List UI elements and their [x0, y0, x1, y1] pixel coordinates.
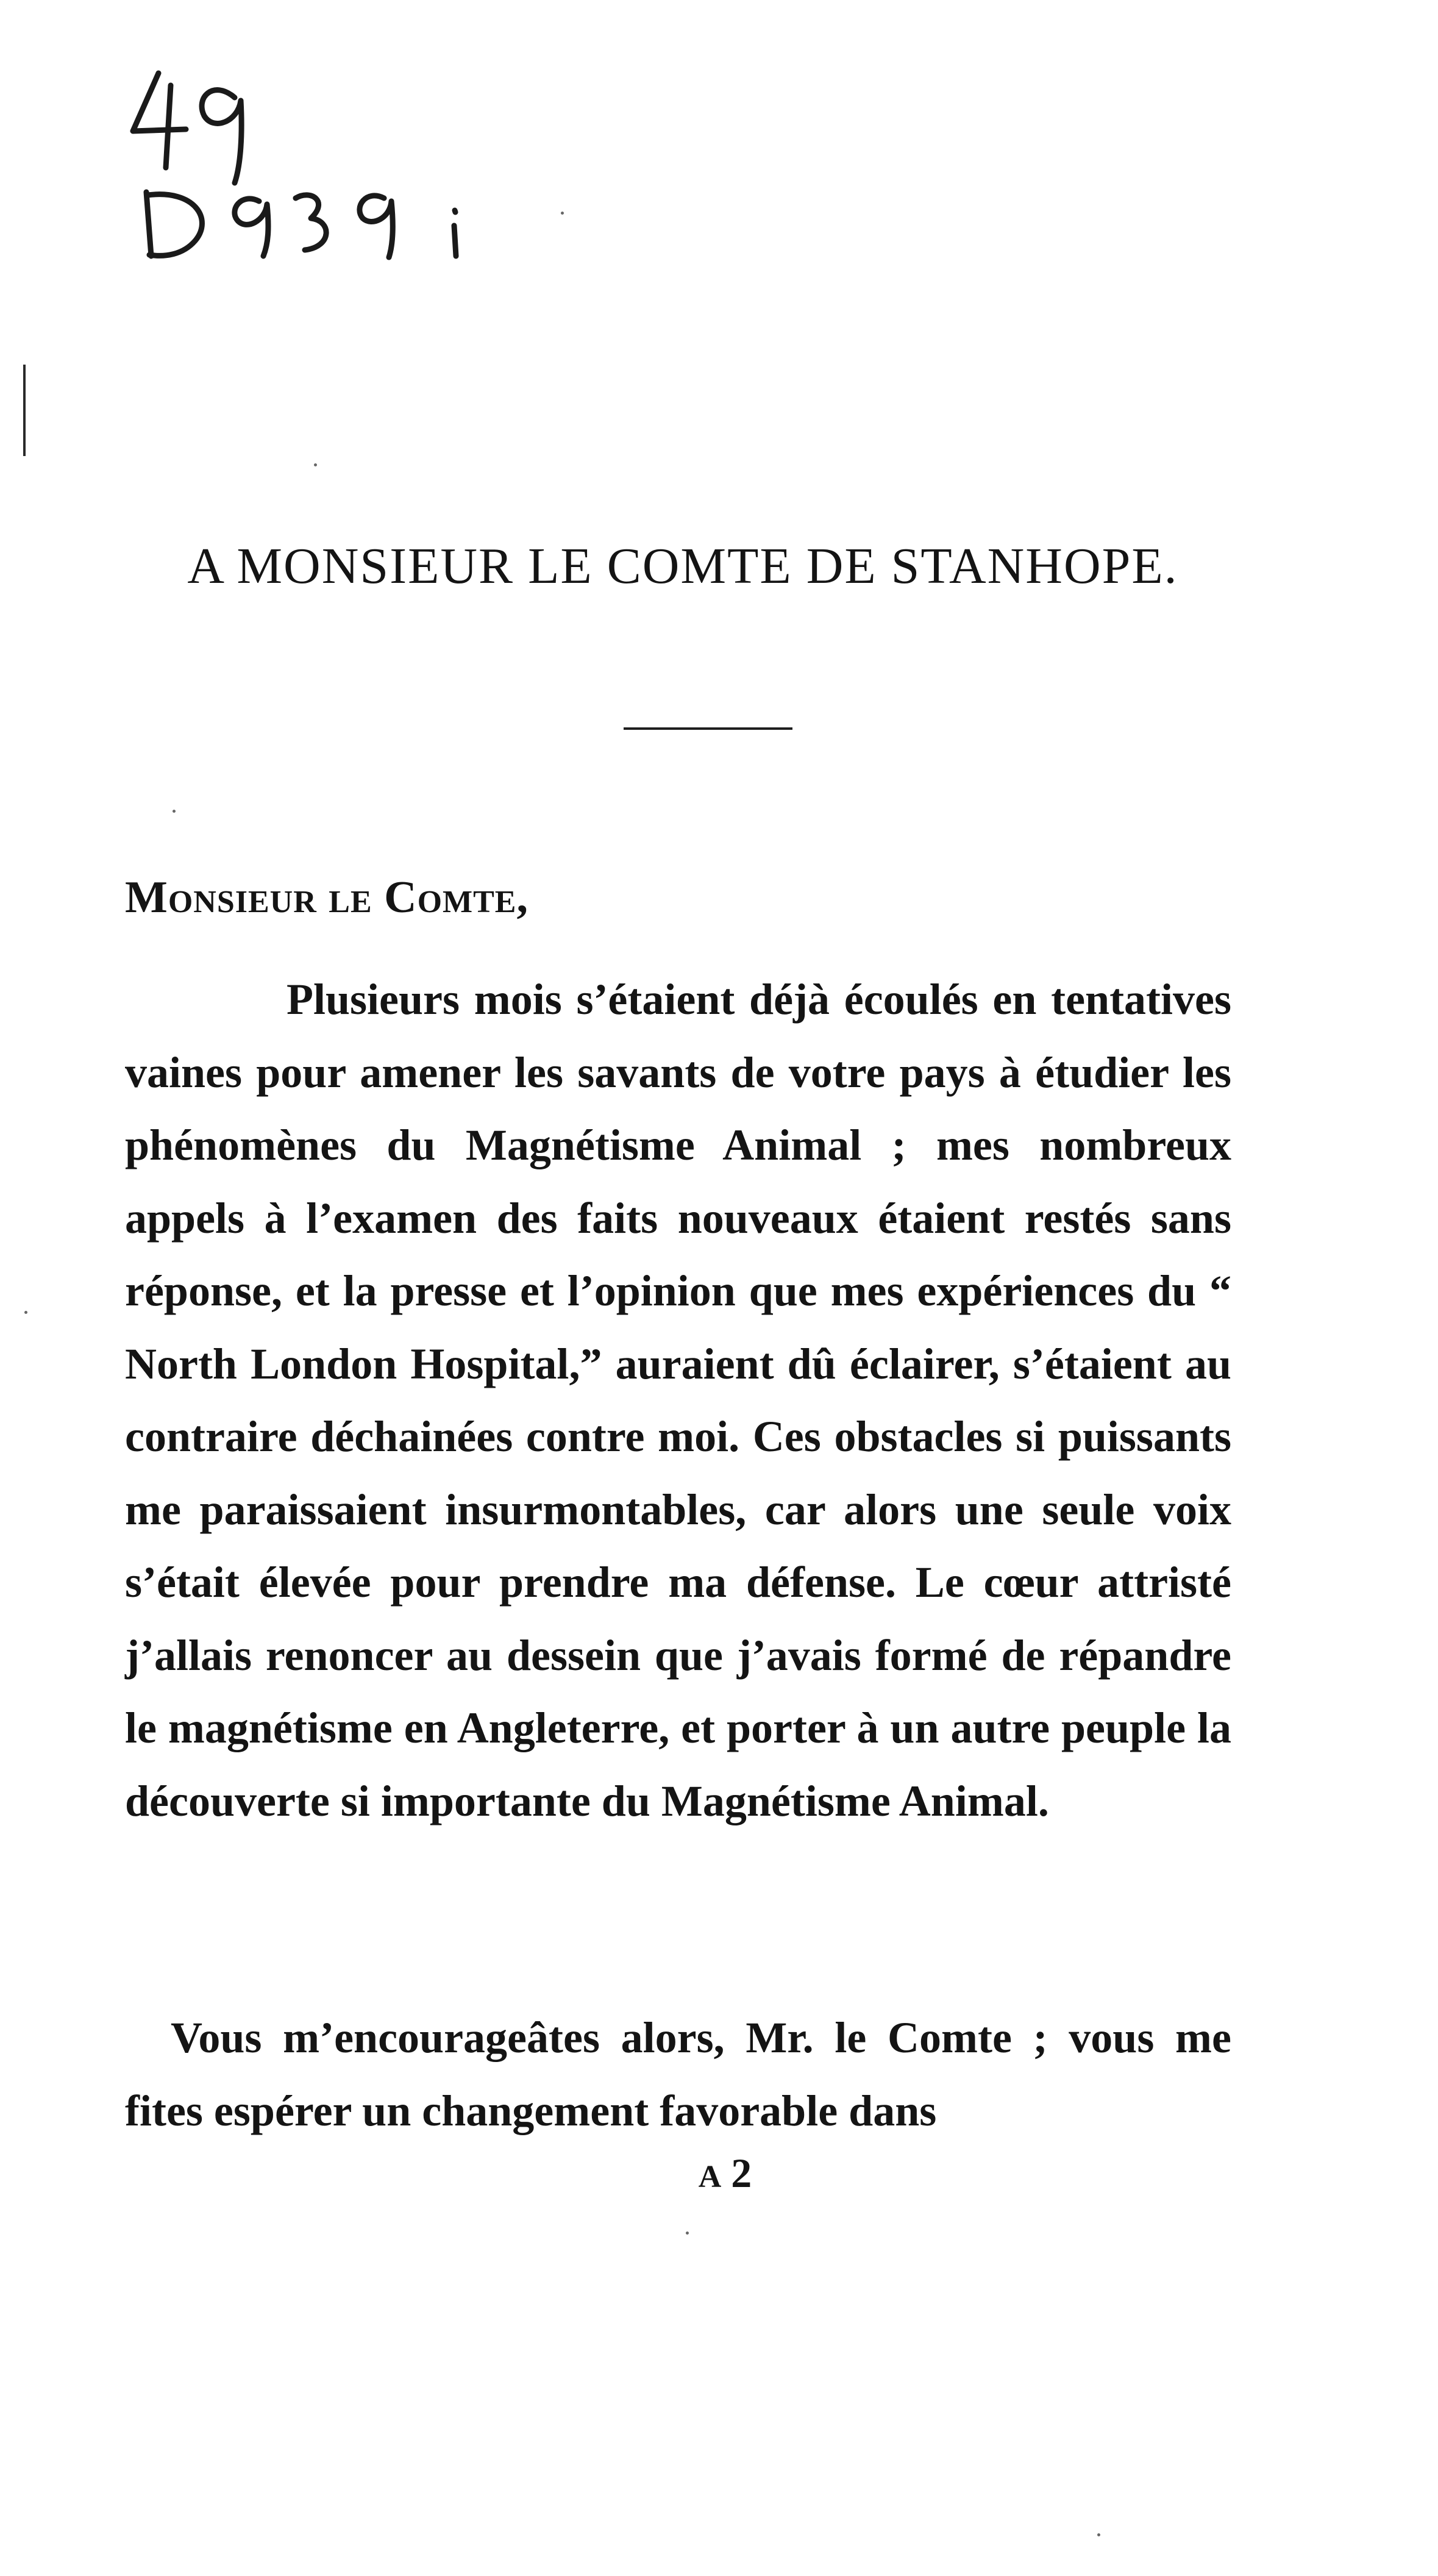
paper-speck: [314, 463, 317, 466]
shelfmark-drawing: [122, 61, 549, 262]
signature-number: 2: [731, 2150, 752, 2196]
margin-mark: [23, 365, 29, 456]
paragraph-2: Vous m’encourageâtes alors, Mr. le Comte ; vous me fites espérer un changement favorable dans: [125, 2013, 1231, 2135]
signature-mark: [0, 2149, 1438, 2197]
handwritten-shelfmark: [122, 61, 549, 262]
page-title: A MONSIEUR LE COMTE DE STANHOPE.: [187, 538, 1178, 594]
salutation: Monsieur le Comte,: [125, 872, 529, 922]
paper-speck: [561, 212, 564, 215]
paragraph-1: Plusieurs mois s’étaient déjà écoulés en tentatives vaines pour amener les savants de votre pays à étudier les phénomènes du Magnétisme Animal ; mes nombreux appels à l’examen des faits nouveaux étaient restés sans réponse, et la presse et l’opinion que mes expériences du “ North London Hospital,” auraient dû éclairer, s’étaient au contraire déchainées contre moi. Ces obstacles si puissants me paraissaient insurmontables, car alors une seule voix s’était élevée pour prendre ma défense. Le cœur attristé j’allais renoncer au dessein que j’avais formé de répandre le magnétisme en Angleterre, et porter à un autre peuple la découverte si importante du Magnétisme Animal.: [125, 975, 1231, 1825]
paper-speck: [173, 810, 176, 813]
signature-letter: A: [698, 2160, 722, 2194]
paper-speck: [1097, 2533, 1100, 2536]
paper-speck: [686, 2232, 689, 2235]
paper-speck: [24, 1311, 27, 1314]
title-rule: [624, 727, 792, 730]
